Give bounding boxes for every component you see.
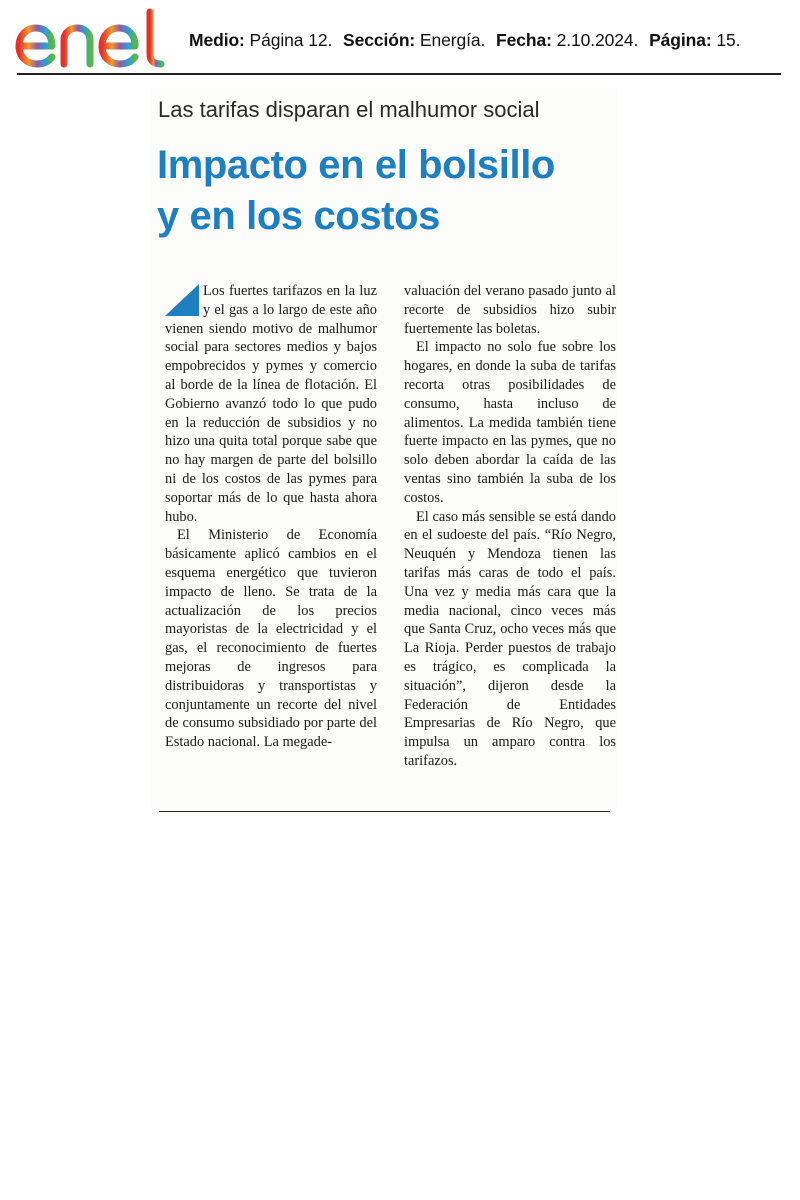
enel-logo [14,6,182,72]
fecha-label: Fecha: [496,30,552,50]
clipping-metadata [189,30,740,51]
article-bottom-divider [159,811,610,812]
fecha-value: 2.10.2024. [556,30,639,50]
clipping-header [0,0,800,80]
article-kicker: Las tarifas disparan el malhumor social [158,97,540,122]
article-column-2 [404,282,616,771]
medio-label: Medio: [189,30,245,50]
header-divider [17,73,781,75]
article-headline [157,140,627,242]
column-2-paragraph-2: El impacto no solo fue sobre los hogares, en donde la suba de tarifas recorta otras posibilidades de consumo, hasta incluso de alimentos. La medida también tiene fuerte impacto en las pymes, que no solo deben abordar la caída de las ventas sino también la suba de los costos. [404,339,616,506]
column-1-paragraph-1 [165,282,377,526]
article-column-1 [165,282,377,752]
column-2-paragraph-1: valuación del verano pasado junto al recorte de subsidios hizo subir fuertemente las boletas. [404,283,616,337]
seccion-value: Energía. [419,30,486,50]
column-1-paragraph-1-text: Los fuertes tarifazos en la luz y el gas a lo largo de este año vienen siendo motivo de malhumor social para sectores medios y bajos empobrecidos y pymes y comercio al borde de la línea de flotación. El Gobierno avanzó todo lo que pudo en la reducción de subsidios y no hizo una quita total porque sabe que no hay margen de parte del bolsillo ni de los costos de las pymes para soportar más de lo que hasta ahora hubo. [165,283,377,525]
column-1-paragraph-2: El Ministerio de Economía básicamente aplicó cambios en el esquema energético que tuvieron impacto de lleno. Se trata de la actualización de los precios mayoristas de la electricidad y el gas, el reconocimiento de fuertes mejoras de ingresos para distribuidoras y transportistas y conjuntamente un recorte del nivel de consumo subsidiado por parte del Estado nacional. La megade- [165,527,377,751]
triangle-drop-icon [165,284,199,316]
medio-value: Página 12. [249,30,333,50]
headline-line-2: y en los costos [157,194,440,238]
seccion-label: Sección: [343,30,416,50]
column-2-paragraph-3: El caso más sensible se está dando en el sudoeste del país. “Río Negro, Neuquén y Mendoza tienen las tarifas más caras de todo el país. Una vez y media más cara que la media nacional, cinco veces más que Santa Cruz, ocho veces más que La Rioja. Perder puestos de trabajo es trágico, es complicada la situación”, dijeron desde la Federación de Entidades Empresarias de Río Negro, que impulsa un amparo contra los tarifazos. [404,508,616,769]
pagina-label: Página: [649,30,712,50]
headline-line-1: Impacto en el bolsillo [157,143,555,187]
pagina-value: 15. [716,30,741,50]
